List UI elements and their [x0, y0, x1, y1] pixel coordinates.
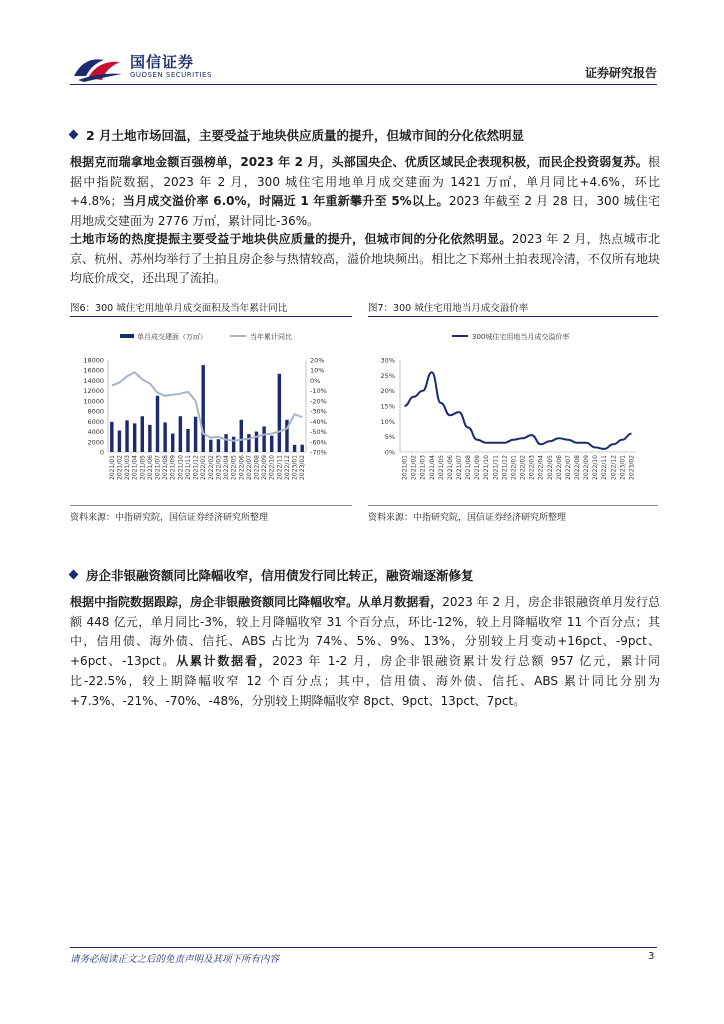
- page-number: 3: [648, 951, 655, 962]
- x-tick-label: 2022/11: [601, 455, 609, 480]
- x-tick-label: 2021/01: [401, 455, 409, 480]
- paragraph-bold: 土地市场的热度提振主要受益于地块供应质量的提升，但城市间的分化依然明显。: [70, 232, 512, 246]
- legend-label: 当年累计同比: [250, 333, 292, 341]
- y-tick-label: 0%: [384, 448, 395, 457]
- x-tick-label: 2022/12: [283, 455, 291, 480]
- y-right-tick-label: -20%: [310, 397, 327, 406]
- section-title-financing: [70, 566, 474, 584]
- y-left-tick-label: 14000: [83, 376, 104, 385]
- bar: [201, 365, 204, 452]
- legend-label: 300城住宅用地当月成交溢价率: [472, 333, 570, 341]
- series-line-cumulative-yoy: [112, 372, 302, 441]
- bar: [125, 420, 128, 452]
- figure7-source: 资料来源：中指研究院，国信证券经济研究所整理: [368, 513, 567, 523]
- x-tick-label: 2022/05: [230, 455, 238, 480]
- y-right-tick-label: -60%: [310, 438, 327, 447]
- bar: [293, 445, 296, 452]
- bar: [232, 437, 235, 452]
- paragraph-bold: 根据克而瑞拿地金额百强榜单，2023 年 2 月，头部国央企、优质区域民企表现积极，而民企投资弱复苏。: [70, 155, 648, 169]
- x-tick-label: 2022/06: [555, 455, 563, 480]
- legend-label: 单月成交建面（万㎡）: [137, 333, 207, 341]
- x-tick-label: 2022/01: [200, 455, 208, 480]
- bar: [217, 439, 220, 452]
- section-title-text: 2 月土地市场回温，主要受益于地块供应质量的提升，但城市间的分化依然明显: [86, 128, 525, 143]
- y-right-tick-label: 10%: [310, 366, 325, 375]
- y-right-tick-label: -70%: [310, 448, 327, 457]
- paragraph-text: 2023 年 2 月，热点城市北京、杭州、苏州均举行了土拍且房企参与热情较高，溢价地块频出。相比之下郑州土拍表现冷清，不仅所有地块均底价成交，还出现了流拍。: [70, 232, 660, 286]
- x-tick-label: 2023/01: [619, 455, 627, 480]
- x-tick-label: 2021/04: [428, 455, 436, 480]
- y-left-tick-label: 0: [99, 448, 104, 457]
- x-tick-label: 2022/12: [610, 455, 618, 480]
- x-tick-label: 2022/10: [592, 455, 600, 480]
- paragraph-bold: 从累计数据看，: [176, 654, 273, 669]
- x-tick-label: 2021/03: [124, 455, 132, 480]
- bar: [163, 422, 166, 452]
- diamond-bullet-icon: [69, 130, 79, 140]
- x-tick-label: 2022/06: [238, 455, 246, 480]
- x-tick-label: 2022/03: [528, 455, 536, 480]
- x-tick-label: 2022/07: [564, 455, 572, 480]
- legend-swatch-bar: [120, 334, 134, 338]
- figure6-chart: [70, 320, 352, 500]
- bar: [118, 431, 121, 452]
- x-tick-label: 2021/08: [465, 455, 473, 480]
- x-tick-label: 2021/12: [501, 455, 509, 480]
- x-tick-label: 2022/10: [268, 455, 276, 480]
- x-tick-label: 2022/04: [537, 455, 545, 480]
- section-title-land-market: [70, 126, 524, 144]
- y-left-tick-label: 12000: [83, 387, 104, 396]
- y-right-tick-label: 20%: [310, 356, 325, 365]
- bar: [194, 417, 197, 452]
- bar: [255, 432, 258, 452]
- paragraph-financing: [70, 593, 660, 711]
- x-tick-label: 2021/02: [410, 455, 418, 480]
- paragraph-text: 根据中指院数据，2023 年 2 月，300 城住宅用地单月成交建面为 1421 万㎡，单月同比+4.6%，环比+4.8%；: [70, 155, 660, 209]
- paragraph-bold: 当月成交溢价率 6.0%，时隔近 1 年重新攀升至 5%以上。: [122, 194, 449, 209]
- x-tick-label: 2022/04: [223, 455, 231, 480]
- bar: [171, 434, 174, 452]
- series-line-premium-rate: [405, 372, 632, 449]
- y-left-tick-label: 18000: [83, 356, 104, 365]
- y-tick-label: 15%: [380, 402, 395, 411]
- diamond-bullet-icon: [69, 570, 79, 580]
- y-tick-label: 20%: [380, 387, 395, 396]
- x-tick-label: 2022/02: [207, 455, 215, 480]
- x-tick-label: 2023/01: [291, 455, 299, 480]
- bar: [141, 416, 144, 452]
- x-tick-label: 2022/01: [510, 455, 518, 480]
- x-tick-label: 2021/03: [419, 455, 427, 480]
- bar: [240, 420, 243, 452]
- y-tick-label: 5%: [384, 433, 395, 442]
- footer-disclaimer: 请务必阅读正文之后的免责声明及其项下所有内容: [70, 954, 280, 965]
- y-right-tick-label: -50%: [310, 428, 327, 437]
- bar: [110, 422, 113, 452]
- y-right-tick-label: -30%: [310, 407, 327, 416]
- y-left-tick-label: 6000: [87, 417, 104, 426]
- x-tick-label: 2021/10: [177, 455, 185, 480]
- x-tick-label: 2023/02: [628, 455, 636, 480]
- y-left-tick-label: 4000: [87, 428, 104, 437]
- section-title-text: 房企非银融资额同比降幅收窄，信用债发行同比转正，融资端逐渐修复: [86, 568, 474, 583]
- x-tick-label: 2021/09: [474, 455, 482, 480]
- paragraph-text: 2023 年截至 2 月 28 日，300 城住宅用地成交建面为 2776 万㎡，累计同比-36%。: [70, 194, 660, 229]
- x-tick-label: 2022/08: [253, 455, 261, 480]
- x-tick-label: 2021/01: [108, 455, 116, 480]
- bar: [133, 423, 136, 452]
- x-tick-label: 2021/08: [162, 455, 170, 480]
- y-right-tick-label: 0%: [310, 376, 321, 385]
- figure7-chart: [368, 320, 658, 500]
- y-tick-label: 30%: [380, 356, 395, 365]
- figure7-bottom-rule: [368, 505, 658, 506]
- y-tick-label: 25%: [380, 371, 395, 380]
- x-tick-label: 2021/07: [456, 455, 463, 480]
- x-tick-label: 2021/10: [483, 455, 491, 480]
- x-tick-label: 2022/08: [574, 455, 581, 480]
- x-tick-label: 2022/09: [261, 455, 269, 480]
- bar: [179, 416, 182, 452]
- bar: [148, 425, 151, 452]
- x-tick-label: 2021/05: [139, 455, 147, 480]
- header-divider: [70, 84, 657, 85]
- figure6-title-rule: [70, 316, 352, 317]
- x-tick-label: 2021/09: [169, 455, 177, 480]
- footer-divider: [70, 947, 657, 948]
- logo-text: 国信证券: [130, 53, 195, 71]
- bar: [156, 396, 159, 452]
- x-tick-label: 2021/11: [184, 455, 192, 480]
- figure7-title: 图7：300 城住宅用地当月成交溢价率: [368, 303, 529, 314]
- paragraph-bold: 根据中指院数据跟踪，房企非银融资额同比降幅收窄。从单月数据看，: [70, 595, 443, 609]
- y-left-tick-label: 10000: [83, 397, 104, 406]
- paragraph-text: 2023 年 1-2 月，房企非银融资累计发行总额 957 亿元，累计同比-22.5%，较上期降幅收窄 12 个百分点；其中，信用债、海外债、信托、ABS 累计同比分别为+7.3%、-21%、-70%、-48%，分别较上期降幅收窄 8pct、9pct、13pct、7pct。: [70, 654, 660, 708]
- report-type-label: 证券研究报告: [584, 66, 657, 80]
- y-right-tick-label: -40%: [310, 417, 327, 426]
- x-tick-label: 2023/02: [299, 455, 307, 480]
- x-tick-label: 2022/07: [245, 455, 253, 480]
- x-tick-label: 2022/03: [215, 455, 223, 480]
- paragraph-land-heat: [70, 230, 660, 289]
- x-tick-label: 2021/06: [446, 455, 454, 480]
- bar: [270, 436, 273, 452]
- bar: [300, 445, 303, 452]
- x-tick-label: 2021/04: [131, 455, 139, 480]
- bar: [209, 440, 212, 452]
- y-left-tick-label: 16000: [83, 366, 104, 375]
- bar: [224, 434, 227, 452]
- bar: [262, 426, 265, 452]
- x-tick-label: 2022/09: [583, 455, 591, 480]
- figure7-title-rule: [368, 316, 658, 317]
- x-tick-label: 2021/12: [192, 455, 200, 480]
- x-tick-label: 2021/05: [437, 455, 445, 480]
- y-tick-label: 10%: [380, 417, 395, 426]
- figure6-title: 图6：300 城住宅用地单月成交面积及当年累计同比: [70, 303, 288, 314]
- figure6-source: 资料来源：中指研究院，国信证券经济研究所整理: [70, 513, 269, 523]
- guosen-logo-icon: [70, 52, 124, 84]
- x-tick-label: 2021/02: [116, 455, 124, 480]
- paragraph-text: 2023 年 2 月，房企非银融资单月发行总额 448 亿元，单月同比-3%，较上月降幅收窄 31 个百分点，环比-12%，较上月降幅收窄 11 个百分点；其中，信用债、海外债、信托、ABS 占比为 74%、5%、9%、13%，分别较上月变动+16pct、-9pct、+6pct、-13pct。: [70, 595, 660, 669]
- bar: [278, 374, 281, 452]
- x-tick-label: 2022/11: [276, 455, 284, 480]
- bar: [247, 434, 250, 452]
- x-tick-label: 2021/11: [492, 455, 500, 480]
- y-left-tick-label: 8000: [87, 407, 104, 416]
- x-tick-label: 2022/05: [546, 455, 554, 480]
- bar: [186, 429, 189, 452]
- y-left-tick-label: 2000: [87, 438, 104, 447]
- y-right-tick-label: -10%: [310, 387, 327, 396]
- x-tick-label: 2022/02: [519, 455, 527, 480]
- figure6-bottom-rule: [70, 505, 352, 506]
- paragraph-land-market: [70, 153, 660, 232]
- x-tick-label: 2021/07: [154, 455, 162, 480]
- logo-subtext: GUOSEN SECURITIES: [130, 71, 212, 79]
- x-tick-label: 2021/06: [146, 455, 154, 480]
- page-header: [0, 0, 724, 90]
